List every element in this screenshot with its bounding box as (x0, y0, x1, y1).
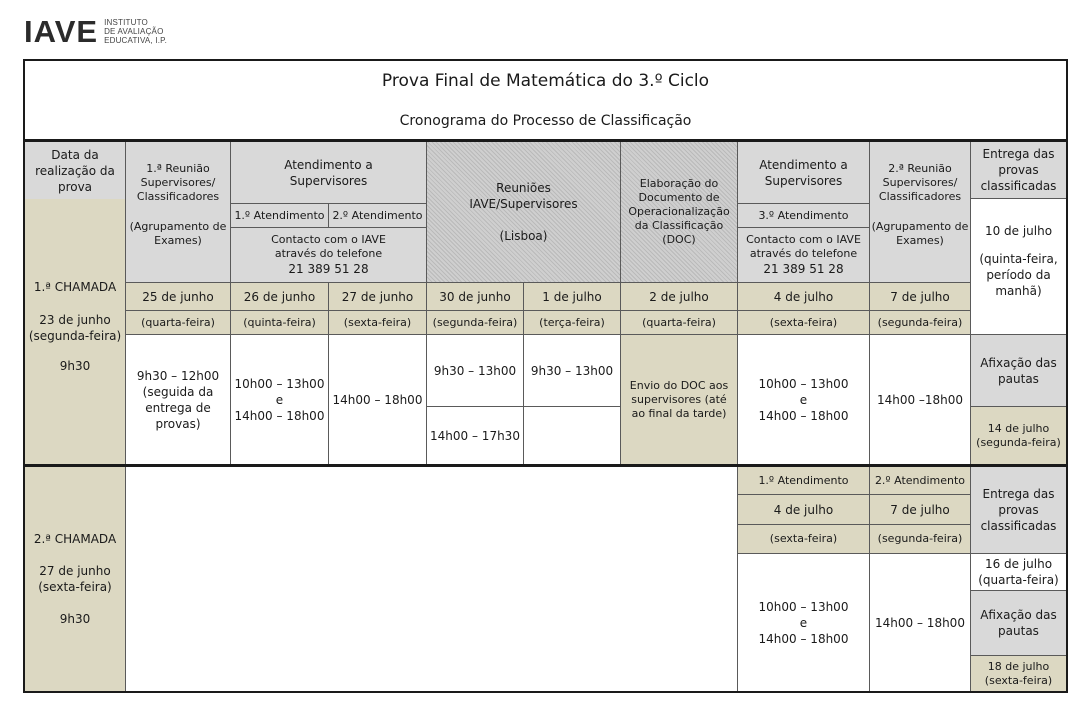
iave-logo (24, 14, 167, 48)
telefone-1: 21 389 51 28 (288, 262, 369, 276)
weekday-26-junho: (quinta-feira) (231, 311, 329, 335)
chamada2-atend1-slot: 10h00 – 13h00 e 14h00 – 18h00 (738, 554, 870, 691)
lisboa-label: (Lisboa) (499, 229, 548, 243)
header-atendimento: Atendimento a Supervisores (231, 142, 427, 204)
header-atendimento-1: 1.º Atendimento (231, 204, 329, 228)
weekday-4-julho: (sexta-feira) (738, 311, 870, 335)
afixacao-1-cell: 14 de julho (segunda-feira) (971, 407, 1066, 464)
chamada2-date-4-julho: 4 de julho (738, 495, 870, 525)
entrega-1-date: 10 de julho (984, 224, 1053, 238)
reuniao-30-junho-afternoon: 14h00 – 17h30 (427, 407, 524, 464)
weekday-2-julho: (quarta-feira) (621, 311, 738, 335)
reuniao2-local: (Agrupamento de Exames) (871, 220, 969, 247)
doc-envio: Envio do DOC aos supervisores (até ao final da tarde) (621, 335, 738, 464)
date-2-julho: 2 de julho (621, 283, 738, 311)
header-atendimento-3: 3.º Atendimento (738, 204, 870, 228)
logo-line-1: INSTITUTO (104, 17, 148, 27)
weekday-30-junho: (segunda-feira) (427, 311, 524, 335)
header-data-realizacao: Data da realização da prova (25, 142, 126, 199)
chamada2-date-7-julho: 7 de julho (870, 495, 971, 525)
atendimento2-slot: 14h00 – 18h00 (329, 335, 427, 464)
atendimento3-slot: 10h00 – 13h00 e 14h00 – 18h00 (738, 335, 870, 464)
header-atendimento-3-group: Atendimento a Supervisores (738, 142, 870, 204)
chamada2-afixacao-cell: 18 de julho (sexta-feira) (971, 656, 1066, 691)
reuniao1-local: (Agrupamento de Exames) (129, 220, 227, 247)
logo-line-2: DE AVALIAÇÃO (104, 26, 164, 36)
chamada1-date: 23 de junho (39, 313, 111, 327)
reuniao1-note: (seguida da entrega de provas) (142, 384, 214, 431)
weekday-1-julho: (terça-feira) (524, 311, 621, 335)
header-reunioes-iave: Reuniões IAVE/Supervisores (Lisboa) (427, 142, 621, 283)
telefone-2: 21 389 51 28 (763, 262, 844, 276)
header-atendimento-2: 2.º Atendimento (329, 204, 427, 228)
title-block (25, 61, 1066, 139)
contacto-iave-2: Contacto com o IAVE através do telefone 21 389 51 28 (738, 228, 870, 283)
reuniao2-slot: 14h00 –18h00 (870, 335, 971, 464)
reuniao-1-julho-afternoon (524, 407, 621, 464)
header-entrega: Entrega das provas classificadas (971, 142, 1066, 199)
weekday-27-junho: (sexta-feira) (329, 311, 427, 335)
weekday-7-julho: (segunda-feira) (870, 311, 971, 335)
weekday-25-junho: (quarta-feira) (126, 311, 231, 335)
header-elaboracao-doc: Elaboração do Documento de Operacionalização da Classificação (DOC) (621, 142, 738, 283)
chamada2-entrega-header: Entrega das provas classificadas (971, 467, 1066, 554)
chamada2-entrega-cell: 16 de julho (quarta-feira) (971, 554, 1066, 591)
chamada2-cell (25, 467, 126, 691)
logo-line-3: EDUCATIVA, I.P. (104, 35, 168, 45)
entrega-1-cell (971, 199, 1066, 335)
chamada2-weekday-7-julho: (segunda-feira) (870, 525, 971, 554)
entrega-1-weekday: (quinta-feira, período da manhã) (979, 252, 1058, 298)
chamada2-date: 27 de junho (39, 564, 111, 578)
chamada2-atend2-header: 2.º Atendimento (870, 467, 971, 495)
reuniao-30-junho-morning: 9h30 – 13h00 (427, 335, 524, 407)
date-1-julho: 1 de julho (524, 283, 621, 311)
date-25-junho: 25 de junho (126, 283, 231, 311)
logo-text (104, 18, 167, 45)
chamada2-empty-area (126, 467, 738, 691)
reuniao1-slot: 9h30 – 12h00 (seguida da entrega de provas) (126, 335, 231, 464)
chamada2-atend1-header: 1.º Atendimento (738, 467, 870, 495)
chamada2-weekday-4-julho: (sexta-feira) (738, 525, 870, 554)
chamada2-label: 2.ª CHAMADA (33, 532, 117, 546)
header-reuniao2: 2.ª Reunião Supervisores/ Classificadores (Agrupamento de Exames) (870, 142, 971, 283)
chamada2-weekday: (sexta-feira) (38, 580, 112, 594)
header-reuniao1: 1.ª Reunião Supervisores/ Classificadores (Agrupamento de Exames) (126, 142, 231, 283)
date-26-junho: 26 de junho (231, 283, 329, 311)
atendimento1-slot: 10h00 – 13h00 e 14h00 – 18h00 (231, 335, 329, 464)
chamada1-cell (25, 199, 126, 464)
date-30-junho: 30 de junho (427, 283, 524, 311)
logo-mark: IAVE (24, 13, 99, 49)
date-27-junho: 27 de junho (329, 283, 427, 311)
chamada1-weekday: (segunda-feira) (28, 329, 122, 343)
afixacao-1-header: Afixação das pautas (971, 335, 1066, 407)
page-title: Prova Final de Matemática do 3.º Ciclo (381, 71, 710, 91)
reuniao-1-julho-morning: 9h30 – 13h00 (524, 335, 621, 407)
chamada1-time: 9h30 (59, 359, 91, 373)
page-subtitle: Cronograma do Processo de Classificação (399, 113, 692, 129)
date-4-julho: 4 de julho (738, 283, 870, 311)
chamada2-time: 9h30 (59, 612, 91, 626)
chamada1-label: 1.ª CHAMADA (33, 280, 117, 294)
date-7-julho: 7 de julho (870, 283, 971, 311)
contacto-iave-1: Contacto com o IAVE através do telefone 21 389 51 28 (231, 228, 427, 283)
chamada2-atend2-slot: 14h00 – 18h00 (870, 554, 971, 691)
chamada2-afixacao-header: Afixação das pautas (971, 591, 1066, 656)
